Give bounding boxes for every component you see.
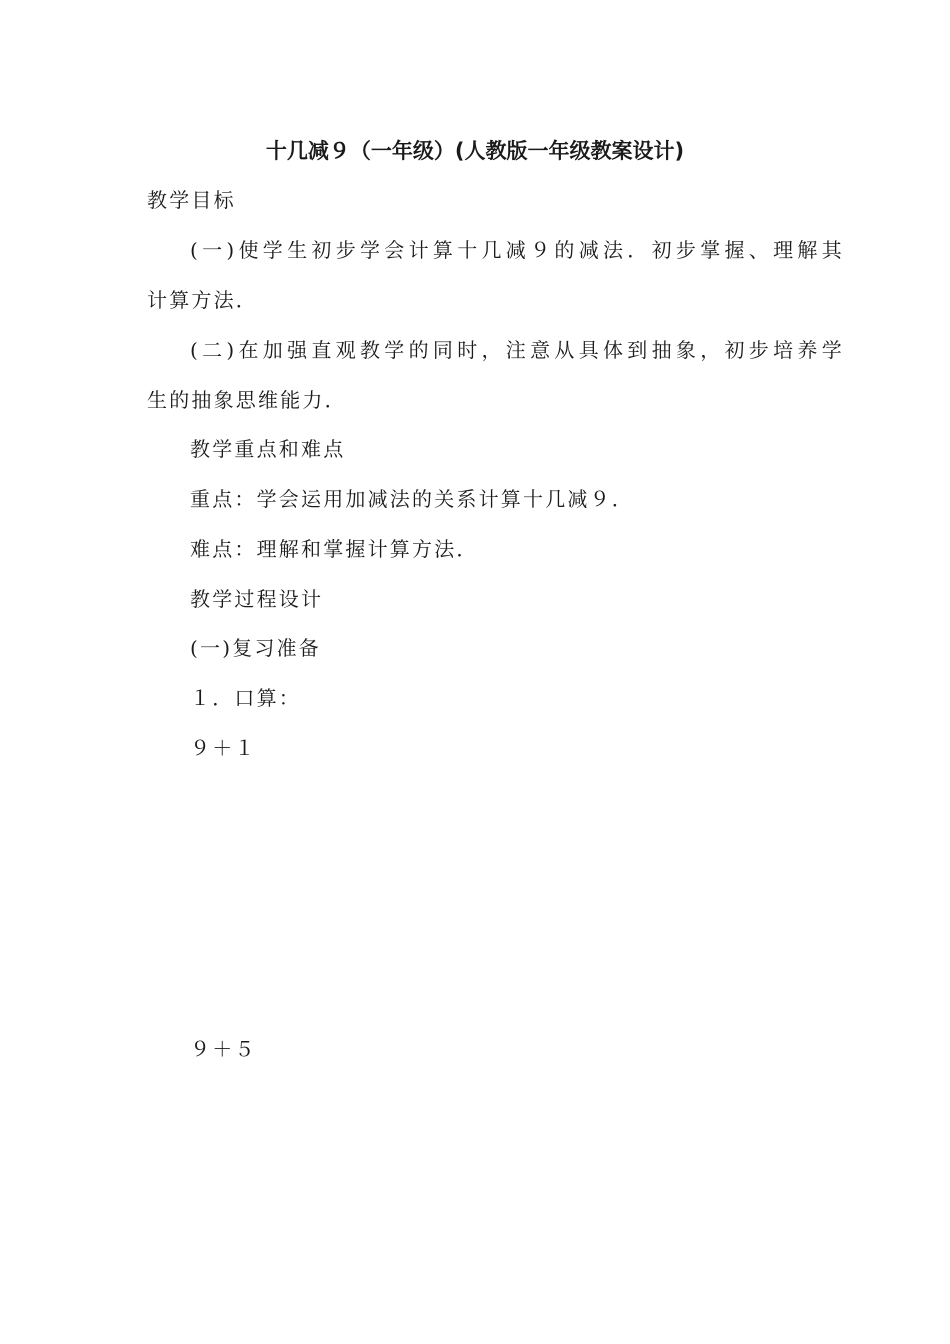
- heading-teaching-goals: 教学目标: [147, 188, 236, 212]
- section-review-preparation: (一)复习准备: [190, 636, 322, 660]
- heading-teaching-process: 教学过程设计: [190, 587, 324, 611]
- goal-1-line-1: (一)使学生初步学会计算十几减９的减法．初步掌握、理解其: [190, 238, 847, 262]
- expression-1: ９＋１: [190, 736, 257, 760]
- goal-2-line-2: 生的抽象思维能力．: [147, 388, 347, 412]
- key-point-text: 重点：学会运用加减法的关系计算十几减９．: [190, 487, 634, 511]
- goal-1-line-2: 计算方法．: [147, 288, 258, 312]
- goal-2-line-1: (二)在加强直观教学的同时，注意从具体到抽象，初步培养学: [190, 338, 847, 362]
- expression-2: ９＋５: [190, 1037, 257, 1061]
- item-mental-arithmetic: １．口算：: [190, 686, 301, 710]
- difficulty-text: 难点：理解和掌握计算方法．: [190, 537, 479, 561]
- document-title: 十几减９（一年级）(人教版一年级教案设计): [265, 139, 685, 163]
- heading-key-points: 教学重点和难点: [190, 437, 346, 461]
